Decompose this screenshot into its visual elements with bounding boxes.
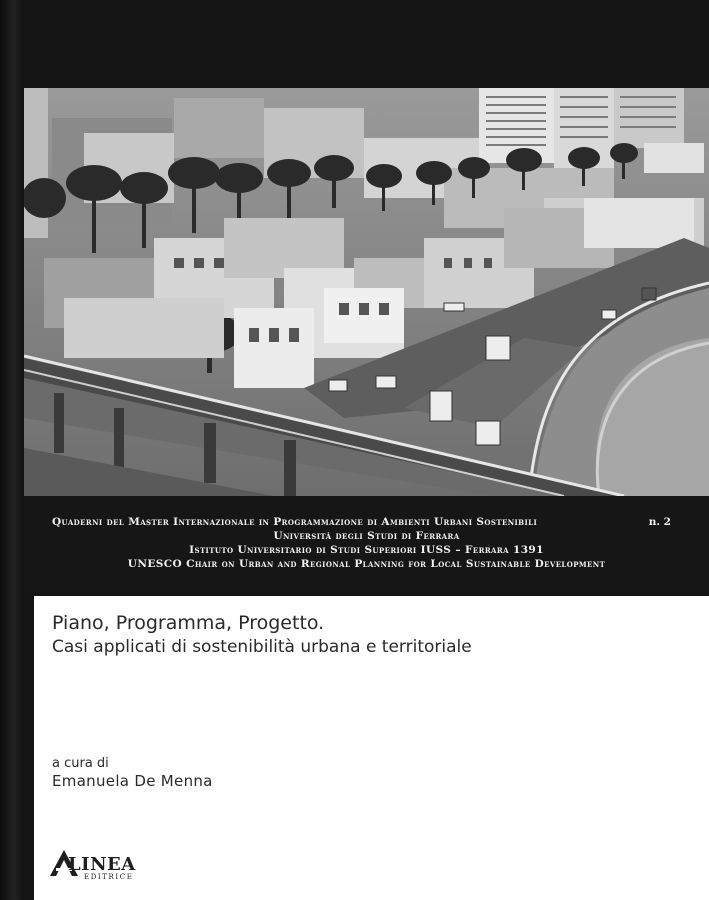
book-title: Piano, Programma, Progetto. [52, 612, 325, 634]
editor-name: Emanuela De Menna [52, 772, 213, 790]
publisher-logo [50, 848, 160, 884]
book-subtitle: Casi applicati di sostenibilità urbana e territoriale [52, 637, 472, 657]
editor-label: a cura di [52, 756, 109, 771]
institute-line: Istituto Universitario di Studi Superiori IUSS – Ferrara 1391 [189, 544, 544, 556]
cover-spine [0, 0, 24, 900]
series-info-band [24, 496, 709, 592]
cityscape-illustration [24, 88, 709, 496]
cover-top-band [24, 0, 709, 88]
publisher-subtitle: EDITRICE [84, 873, 134, 881]
title-panel [34, 596, 709, 900]
cover-photo-cityscape [24, 88, 709, 496]
series-title: Quaderni del Master Internazionale in Programmazione di Ambienti Urbani Sostenibili [52, 516, 538, 528]
university-line: Università degli Studi di Ferrara [273, 530, 460, 542]
series-number: n. 2 [648, 516, 671, 528]
unesco-chair-line: UNESCO Chair on Urban and Regional Planning for Local Sustainable Development [127, 558, 606, 570]
publisher-name: LINEA [68, 854, 136, 875]
